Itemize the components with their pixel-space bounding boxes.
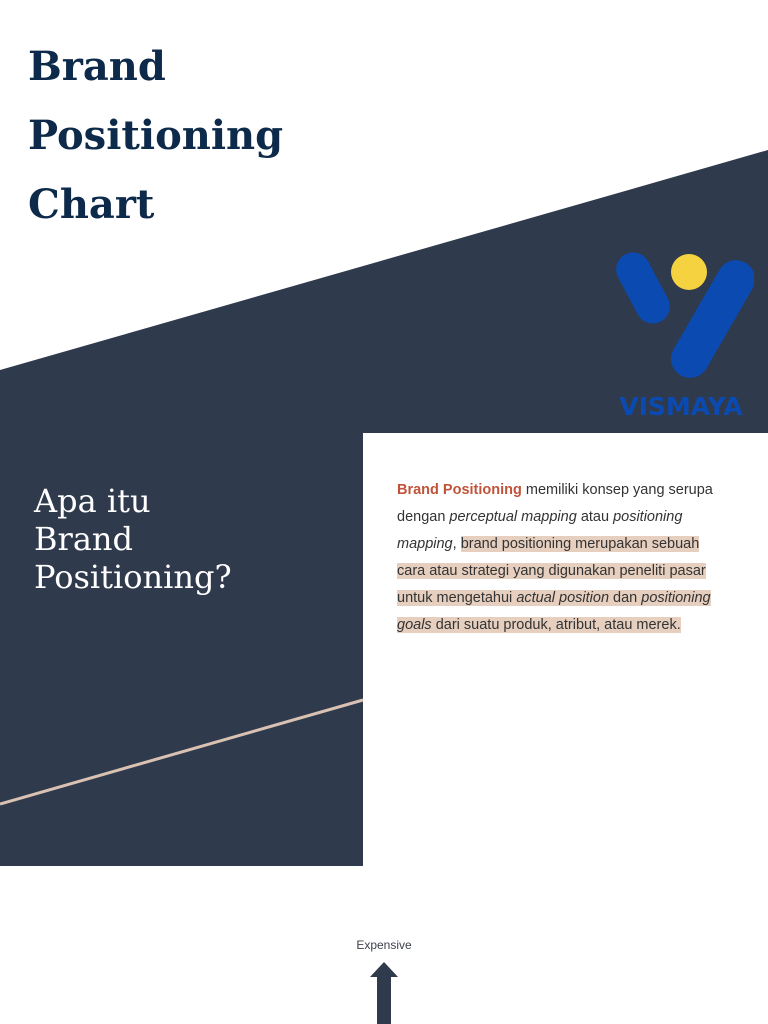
paragraph-text: brand positioning merupakan sebuah cara atau strategi yang digunakan peneliti pasar untuk mengetahui xyxy=(397,536,706,606)
page-title xyxy=(28,32,283,239)
definition-card xyxy=(363,433,768,866)
section-heading-line-1: Apa itu xyxy=(34,482,151,520)
paragraph-text: memiliki konsep yang serupa dengan xyxy=(397,482,713,525)
title-line-1: Brand xyxy=(28,43,166,90)
definition-paragraph xyxy=(397,477,727,639)
term-positioning-mapping: positioning mapping xyxy=(397,509,683,552)
keyword-brand-positioning: Brand Positioning xyxy=(397,482,522,498)
term-positioning-goals: positioning goals xyxy=(397,590,711,633)
vismaya-logo-icon xyxy=(608,250,754,422)
paragraph-text: , xyxy=(452,536,461,552)
paragraph-text: dari suatu produk, atribut, atau merek. xyxy=(431,617,681,633)
paragraph-text: dan xyxy=(609,590,642,606)
title-line-3: Chart xyxy=(28,181,155,228)
section-heading-line-2: Brand xyxy=(34,520,133,558)
section-heading xyxy=(34,482,232,596)
title-line-2: Positioning xyxy=(28,112,284,159)
vertical-axis-arrow-icon xyxy=(370,962,398,1024)
term-actual-position: actual position xyxy=(516,590,610,606)
axis-label-expensive: Expensive xyxy=(356,938,412,952)
section-heading-line-3: Positioning? xyxy=(34,558,232,596)
paragraph-text: atau xyxy=(576,509,614,525)
term-perceptual-mapping: perceptual mapping xyxy=(449,509,577,525)
logo-wordmark: VISMAYA xyxy=(619,392,743,421)
